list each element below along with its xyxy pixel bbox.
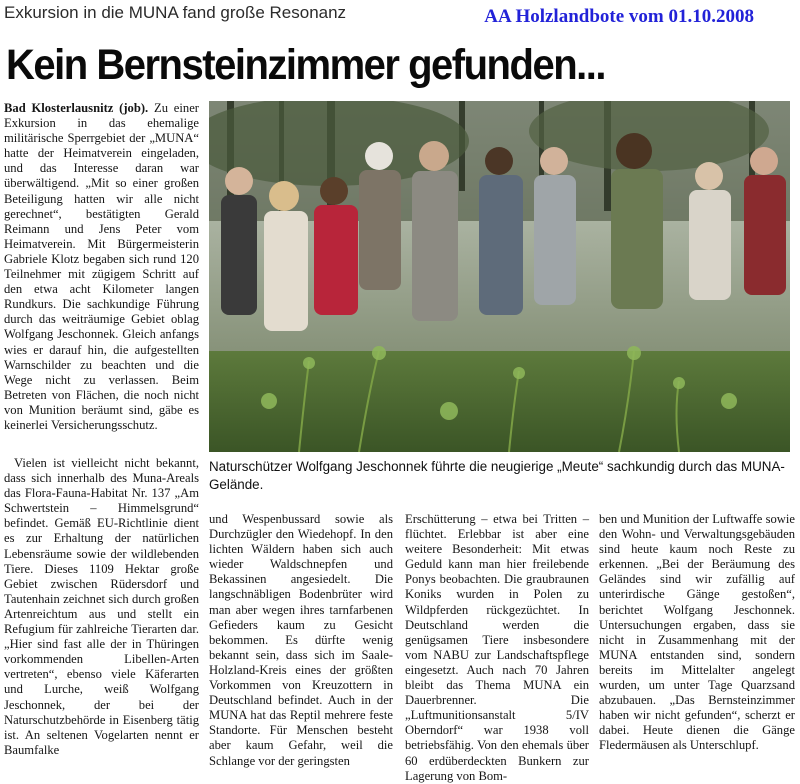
group-photo	[209, 101, 790, 452]
article-paragraph-1	[4, 101, 199, 433]
kicker-line: Exkursion in die MUNA fand große Resonanz	[4, 3, 347, 22]
forest-crowd-illustration	[209, 101, 790, 452]
article-paragraph-3: und Wespenbussard sowie als Durchzügler den Wiedehopf. In den lichten Wäldern haben sich auch wieder Waldschnepfen und Bekassinen angesiedelt. Die langschnäbligen Bodenbrüter wird man aber wegen ihres tarnfarbenen Gefieders kaum zu Gesicht bekommen. Es dürfte wenig bekannt sein, dass sich im Saale-Holzland-Kreis eines der größten Vorkommen von Kreuzottern in Deutschland befindet. Auch in der MUNA hat das Reptil mehrere feste Standorte. Für Menschen besteht aber kaum Gefahr, weil die Schlange vor der geringsten	[209, 512, 393, 768]
photo-caption: Naturschützer Wolfgang Jeschonnek führte die neugierige „Meute“ sachkundig durch das MUNA-Gelände.	[209, 459, 785, 492]
article-column-3	[405, 512, 589, 784]
article-column-4	[599, 512, 795, 754]
article-column-2	[209, 512, 393, 769]
dateline: Bad Klosterlausnitz (job).	[4, 101, 149, 115]
article-paragraph-2: Vielen ist vielleicht nicht bekannt, dass sich innerhalb des Muna-Areals das Flora-Fauna-Habitat Nr. 137 „Am Schwertstein – Himmelsgrund“ befindet. Gemäß EU-Richtlinie dient es zur Erhaltung der natürlichen Lebensräume sowie der wildlebenden Tiere. Dieses 1109 Hektar große Gebiet zwischen Rüdersdorf und Tautenhain zeichnet sich durch großen Artenreichtum aus und stellt ein Refugium für zahlreiche Tierarten dar. „Hier sind fast alle der in Thüringen vorkommenden Libellen-Arten vertreten“, ebenso viele Käferarten und Lurche, weiß Wolfgang Jeschonnek, der bei der Naturschutzbehörde in Eisenberg tätig ist. An seltenen Vogelarten nennt er Baumfalke	[4, 456, 199, 757]
article-column-1-top	[4, 101, 199, 433]
paragraph-text: Zu einer Exkursion in das ehemalige militärische Sperrgebiet der „MUNA“ hatte der Heimatverein eingeladen, und das Interesse daran war überwältigend. „Mit so einer großen Beteiligung hatten wir alle nicht gerechnet“, bestätigten Gerald Reimann und Jens Peter vom Heimatverein. Mit Bürgermeisterin Gabriele Klotz begaben sich rund 120 Teilnehmer mit zügigem Schritt auf den etwa acht Kilometer langen Rundkurs. Die sachkundige Führung durch das weiträumige Gebiet oblag Wolfgang Jeschonnek. Gleich anfangs wies er darauf hin, die aufgestellten Warnschilder zu beachten und die Wege nicht zu verlassen. Beim Betreten von Flächen, die noch nicht von Munition beräumt sind, gäbe es keinerlei Versicherungsschutz.	[4, 101, 199, 432]
headline: Kein Bernsteinzimmer gefunden...	[6, 41, 606, 89]
article-paragraph-4: Erschütterung – etwa bei Tritten – flüchtet. Erlebbar ist aber eine weitere Besonderheit: Mit etwas Geduld kann man hier freilebende Ponys beobachten. Die graubraunen Koniks wurden in Polen zu Wildpferden rückgezüchtet. In Deutschland werden die genügsamen Tiere insbesondere vom NABU zur Landschaftspflege eingesetzt. Auch nach 70 Jahren bleibt das Thema MUNA ein Dauerbrenner. Die „Luftmunitionsanstalt 5/IV Oberndorf“ war 1938 voll betriebsfähig. Von den ehemals über 60 erdüberdeckten Bunkern zur Lagerung von Bom-	[405, 512, 589, 783]
article-paragraph-5: ben und Munition der Luftwaffe sowie den Wohn- und Verwaltungsgebäuden sind heute kaum noch Reste zu erkennen. „Bei der Beräumung des Geländes sind wir zufällig auf unterirdische Gänge gestoßen“, berichtet Wolfgang Jeschonnek. Untersuchungen ergaben, dass sie nicht in Zusammenhang mit der MUNA entstanden sind, sondern bereits im Mittelalter angelegt wurden, um unter Tage Quarzsand abzubauen. „Das Bernsteinzimmer haben wir nicht gefunden“, scherzt er dabei. Heute dienen die Gänge Fledermäusen als Unterschlupf.	[599, 512, 795, 753]
article-column-1-bottom	[4, 456, 199, 758]
source-citation: AA Holzlandbote vom 01.10.2008	[484, 6, 754, 27]
